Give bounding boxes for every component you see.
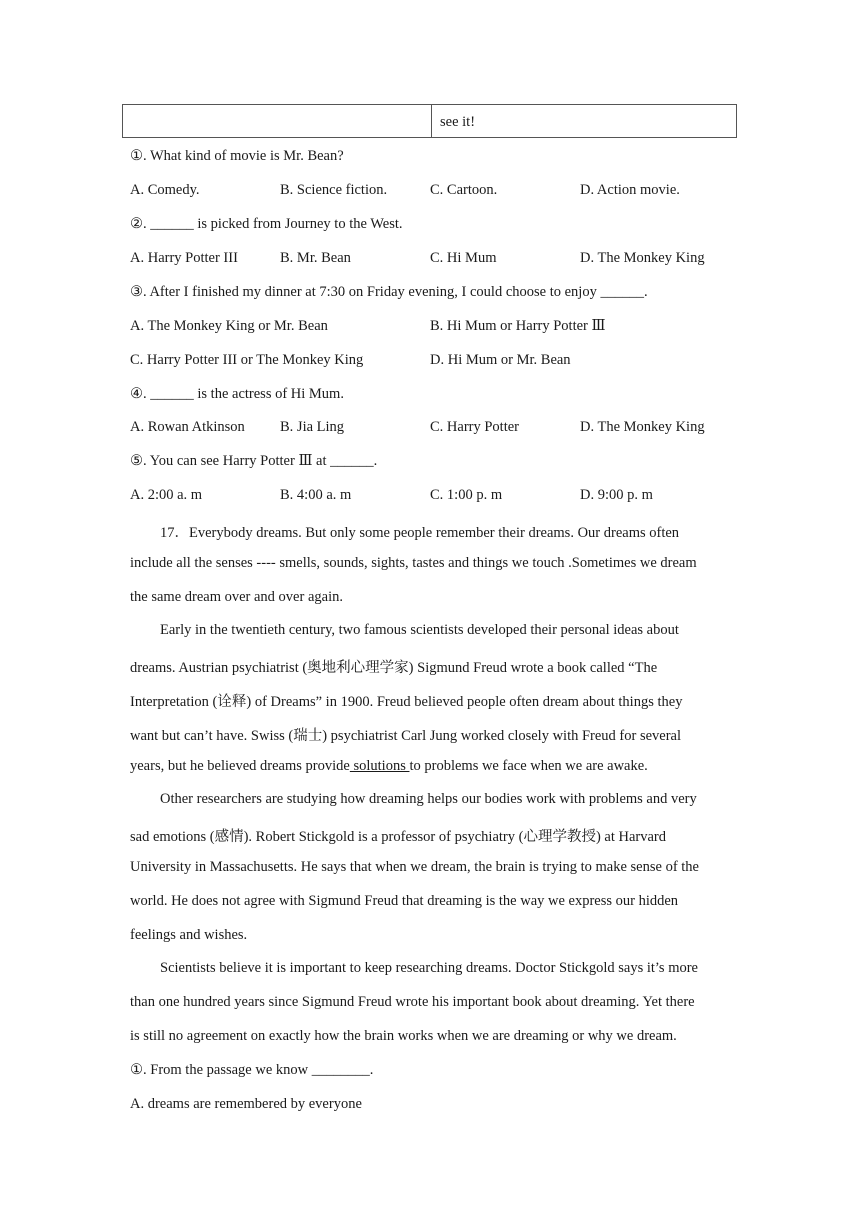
option-c: C. Cartoon.: [430, 182, 498, 198]
passage-line: is still no agreement on exactly how the brain works when we are dreaming or why we dream.: [130, 1028, 677, 1044]
option-d: D. The Monkey King: [580, 419, 705, 435]
underlined-word: solutions: [349, 758, 410, 774]
passage-line: feelings and wishes.: [130, 927, 248, 943]
option-a: A. Rowan Atkinson: [130, 419, 245, 435]
passage-line: world. He does not agree with Sigmund Freud that dreaming is the way we express our hidden: [130, 893, 679, 909]
option-b: B. Hi Mum or Harry Potter Ⅲ: [430, 318, 606, 334]
question-3-stem: ③. After I finished my dinner at 7:30 on Friday evening, I could choose to enjoy ______.: [130, 284, 648, 300]
question-2-stem: ②. ______ is picked from Journey to the West.: [130, 216, 403, 232]
passage-line: Other researchers are studying how dreaming helps our bodies work with problems and very: [160, 791, 697, 807]
option-b: B. Jia Ling: [280, 419, 345, 435]
passage-line: include all the senses ---- smells, sounds, sights, tastes and things we touch .Sometimes we dream: [130, 555, 697, 571]
passage-line: want but can’t have. Swiss (瑞士) psychiatrist Carl Jung worked closely with Freud for several: [130, 728, 682, 744]
option-a: A. Comedy.: [130, 182, 200, 198]
passage-line: Interpretation (诠释) of Dreams” in 1900. Freud believed people often dream about things they: [130, 694, 683, 710]
option-a: A. The Monkey King or Mr. Bean: [130, 318, 328, 334]
question-1-stem: ①. What kind of movie is Mr. Bean?: [130, 148, 344, 164]
option-c: C. 1:00 p. m: [430, 487, 503, 503]
passage-line: dreams. Austrian psychiatrist (奥地利心理学家) Sigmund Freud wrote a book called “The: [130, 660, 658, 676]
option-b: B. Mr. Bean: [280, 250, 351, 266]
option-b: B. 4:00 a. m: [280, 487, 352, 503]
passage-line: than one hundred years since Sigmund Freud wrote his important book about dreaming. Yet there: [130, 994, 695, 1010]
question-1-options: [130, 182, 730, 199]
option-d: D. The Monkey King: [580, 250, 705, 266]
passage-line: Scientists believe it is important to keep researching dreams. Doctor Stickgold says it’s more: [160, 960, 698, 976]
question-5-stem: ⑤. You can see Harry Potter Ⅲ at ______.: [130, 453, 378, 469]
question-2-options: [130, 250, 730, 267]
passage-line: sad emotions (感情). Robert Stickgold is a professor of psychiatry (心理学教授) at Harvard: [130, 829, 666, 845]
question-4-options: [130, 419, 730, 436]
option-a: A. 2:00 a. m: [130, 487, 203, 503]
option-c: C. Harry Potter: [430, 419, 519, 435]
option-d: D. Hi Mum or Mr. Bean: [430, 352, 571, 368]
passage-text: to problems we face when we are awake.: [409, 758, 648, 774]
table-cell: see it!: [440, 114, 476, 130]
question-3-options-row-2: [130, 352, 730, 369]
question-5-options: [130, 487, 730, 504]
option-d: D. 9:00 p. m: [580, 487, 653, 503]
option-b: B. Science fiction.: [280, 182, 388, 198]
question-6-option-a: A. dreams are remembered by everyone: [130, 1096, 362, 1112]
question-6-stem: ①. From the passage we know ________.: [130, 1062, 374, 1078]
passage-line: the same dream over and over again.: [130, 589, 343, 605]
option-c: C. Harry Potter III or The Monkey King: [130, 352, 364, 368]
passage-line: 17．Everybody dreams. But only some people remember their dreams. Our dreams often: [160, 525, 680, 541]
passage-line: Early in the twentieth century, two famous scientists developed their personal ideas about: [160, 622, 679, 638]
option-a: A. Harry Potter III: [130, 250, 238, 266]
passage-text: years, but he believed dreams provide: [130, 758, 350, 774]
option-c: C. Hi Mum: [430, 250, 497, 266]
question-3-options-row-1: [130, 318, 730, 335]
passage-line: University in Massachusetts. He says that when we dream, the brain is trying to make sense of the: [130, 859, 699, 875]
question-4-stem: ④. ______ is the actress of Hi Mum.: [130, 386, 344, 402]
table-cell-empty: [123, 105, 432, 137]
option-d: D. Action movie.: [580, 182, 680, 198]
schedule-table-fragment: [122, 104, 737, 138]
passage-line: [130, 758, 648, 775]
